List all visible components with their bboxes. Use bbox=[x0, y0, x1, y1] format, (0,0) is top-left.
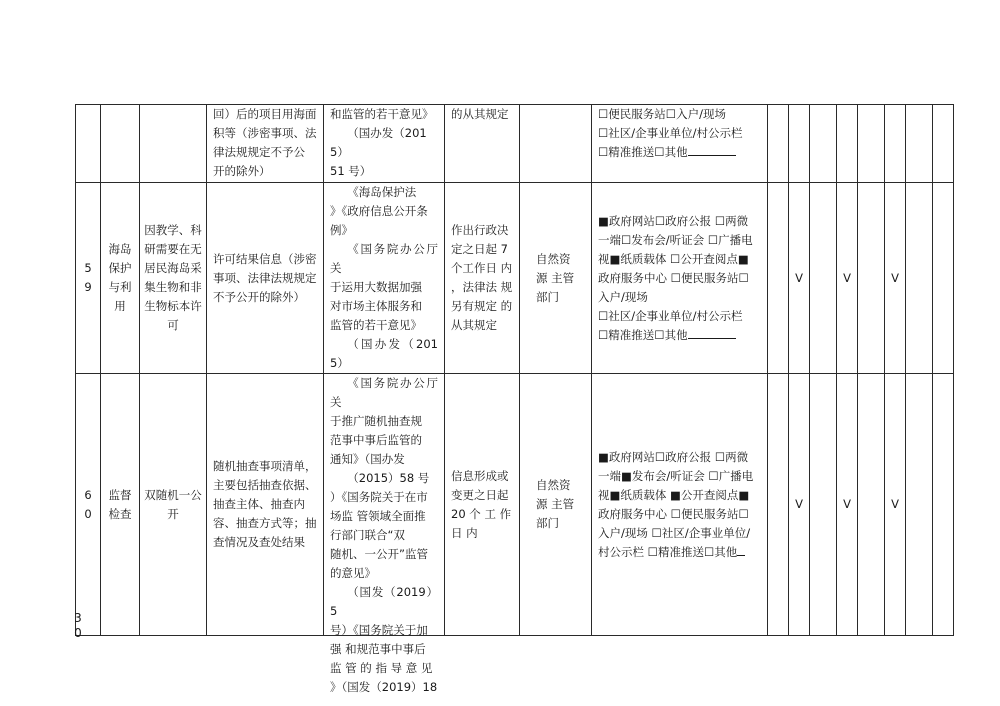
timeframe-line: 另有规定 的 bbox=[451, 299, 513, 313]
department-line: 源 主管 bbox=[536, 270, 575, 285]
channel-line: 一端■发布会/听证会 ☐广播电 bbox=[598, 468, 754, 483]
basis-line: 通知》（国办发 bbox=[330, 452, 405, 466]
channel-line: 视■纸质载体 ■公开查阅点■ bbox=[598, 487, 750, 502]
row-number-digit: 5 bbox=[84, 261, 92, 275]
mark-cell bbox=[837, 105, 858, 183]
mark-cell bbox=[885, 374, 906, 636]
row-number-digit: 9 bbox=[84, 280, 92, 294]
department-line: 自然资 bbox=[536, 478, 571, 492]
content-line: 许可结果信息（涉密 bbox=[213, 251, 317, 266]
basis-line: （2015）58 号 bbox=[347, 471, 430, 485]
timeframe-line: 日 内 bbox=[451, 525, 478, 540]
category-label: 监督检查 bbox=[108, 487, 132, 521]
basis-line: 和监管的若干意见》 bbox=[330, 107, 434, 121]
table-row bbox=[76, 374, 954, 636]
blank-underline bbox=[688, 326, 736, 339]
basis-line: ）《国务院关于在市 bbox=[330, 490, 428, 504]
mark-cell bbox=[858, 183, 885, 374]
category-cell bbox=[101, 374, 140, 636]
channel-line: 政府服务中心 ☐便民服务站☐ bbox=[598, 270, 749, 285]
basis-line: 于运用大数据加强 bbox=[330, 280, 422, 294]
check-mark: V bbox=[843, 497, 851, 511]
page-number bbox=[73, 611, 83, 641]
content-line: 回）后的项目用海面 bbox=[213, 107, 317, 121]
channel-line: 入户/现场 ☐社区/企事业单位/ bbox=[598, 525, 751, 540]
row-number-digit: 6 bbox=[84, 487, 92, 502]
department-line: 部门 bbox=[536, 516, 559, 530]
basis-line: 对市场主体服务和 bbox=[330, 299, 422, 313]
content-line: 查情况及查处结果 bbox=[213, 535, 305, 549]
item-cell bbox=[140, 183, 207, 374]
row-number bbox=[76, 259, 100, 297]
content-line: 容、抽查方式等；抽 bbox=[213, 516, 317, 530]
mark-cell bbox=[906, 374, 933, 636]
mark-cell bbox=[837, 374, 858, 636]
mark-cell bbox=[933, 374, 954, 636]
mark-cell bbox=[906, 105, 933, 183]
department-line: 自然资 bbox=[536, 251, 571, 266]
row-number-cell bbox=[76, 374, 101, 636]
basis-line: 于推广随机抽查规 bbox=[330, 414, 422, 428]
department-cell bbox=[520, 374, 592, 636]
basis-line: 》《政府信息公开条 bbox=[330, 204, 428, 218]
content-line: 开的除外） bbox=[213, 164, 271, 178]
disclosure-table bbox=[75, 104, 954, 694]
item-label: 双随机一公开 bbox=[144, 487, 202, 521]
channel-line: ☐精准推送☐其他 bbox=[598, 326, 761, 345]
mark-cell bbox=[858, 374, 885, 636]
channel-line: ☐便民服务站☐入户/现场 bbox=[598, 107, 726, 121]
channels-cell bbox=[592, 183, 768, 374]
blank-underline bbox=[737, 543, 745, 556]
category-label: 海岛保护与利用 bbox=[108, 242, 132, 313]
basis-line: 的意见》 bbox=[330, 566, 376, 580]
content-line: 随机抽查事项清单， bbox=[213, 459, 317, 473]
department-line: 源 主管 bbox=[536, 497, 575, 511]
department-cell bbox=[520, 183, 592, 374]
content-line: 抽查主体、抽查内 bbox=[213, 497, 305, 511]
timeframe-line: 定之日起 7 bbox=[451, 242, 508, 256]
item-cell bbox=[140, 105, 207, 183]
basis-line: （国办发（2015） bbox=[330, 126, 427, 159]
basis-cell bbox=[324, 183, 445, 374]
basis-line: 例》 bbox=[330, 223, 353, 237]
basis-line: 监管的若干意见》 bbox=[330, 318, 422, 332]
basis-line: 场监 管领域全面推 bbox=[330, 509, 426, 523]
channel-line: ☐精准推送☐其他 bbox=[598, 143, 761, 162]
content-cell bbox=[207, 105, 324, 183]
row-number-digit: 0 bbox=[84, 506, 92, 521]
mark-cell bbox=[837, 183, 858, 374]
row-number bbox=[76, 486, 100, 524]
content-line: 积等（涉密事项、法 bbox=[213, 126, 317, 140]
basis-line: （国办发（2015） bbox=[330, 337, 438, 370]
department-cell bbox=[520, 105, 592, 183]
department-line: 部门 bbox=[536, 289, 559, 304]
page-number-digit: 0 bbox=[74, 626, 82, 640]
channel-line: 视■纸质载体 ☐公开查阅点■ bbox=[598, 251, 749, 266]
timeframe-line: 信息形成或 bbox=[451, 468, 509, 483]
basis-cell bbox=[324, 105, 445, 183]
channel-line: 入户/现场 bbox=[598, 289, 648, 304]
mark-cell bbox=[885, 105, 906, 183]
basis-line: 随机、一公开”监管 bbox=[330, 547, 428, 561]
timeframe-line: 20 个 工 作 bbox=[451, 506, 512, 521]
mark-cell bbox=[810, 374, 837, 636]
check-mark: V bbox=[843, 270, 851, 285]
mark-cell bbox=[858, 105, 885, 183]
basis-line: 《海岛保护法 bbox=[347, 185, 417, 199]
basis-line: （国发（2019）5 bbox=[330, 585, 438, 618]
basis-cell bbox=[324, 374, 445, 694]
timeframe-cell: 的从其规定 bbox=[445, 105, 520, 183]
content-cell bbox=[207, 374, 324, 636]
mark-cell bbox=[768, 374, 789, 636]
content-line: 律法规规定不予公 bbox=[213, 145, 305, 159]
mark-cell bbox=[810, 183, 837, 374]
basis-line: 监 管 的 指 导 意 见 bbox=[330, 661, 433, 675]
basis-line: 强 和规范事中事后 bbox=[330, 642, 426, 656]
row-number-cell bbox=[76, 105, 101, 183]
timeframe-line: 从其规定 bbox=[451, 318, 497, 332]
channel-line: 一端☐发布会/听证会 ☐广播电 bbox=[598, 232, 753, 247]
basis-line: 号）《国务院关于加 bbox=[330, 623, 428, 637]
channel-line: 政府服务中心 ☐便民服务站☐ bbox=[598, 506, 749, 521]
blank-underline bbox=[688, 143, 736, 156]
content-cell bbox=[207, 183, 324, 374]
mark-cell bbox=[789, 105, 810, 183]
table-row bbox=[76, 105, 954, 183]
timeframe-line: 个工作日 内 bbox=[451, 261, 513, 275]
check-mark: V bbox=[795, 497, 803, 511]
page-number-digit: 3 bbox=[74, 611, 82, 625]
timeframe-line: 作出行政决 bbox=[451, 223, 509, 237]
channel-line: 村公示栏 ☐精准推送☐其他 bbox=[598, 543, 761, 562]
basis-line: 》（国发（2019）18 bbox=[330, 680, 438, 694]
content-line: 事项、法律法规规定 bbox=[213, 270, 317, 285]
check-mark: V bbox=[891, 497, 899, 511]
content-line: 不予公开的除外） bbox=[213, 289, 305, 304]
mark-cell bbox=[933, 183, 954, 374]
mark-cell bbox=[789, 183, 810, 374]
basis-line: 《国务院办公厅关 bbox=[330, 242, 438, 275]
channel-line: ☐社区/企事业单位/村公示栏 bbox=[598, 308, 743, 323]
basis-line: 范事中事后监管的 bbox=[330, 433, 422, 447]
basis-line: 行部门联合“双 bbox=[330, 528, 405, 542]
category-cell bbox=[101, 183, 140, 374]
timeframe-line: 变更之日起 bbox=[451, 487, 509, 502]
table-row bbox=[76, 183, 954, 374]
item-cell bbox=[140, 374, 207, 636]
mark-cell bbox=[810, 105, 837, 183]
row-number-cell bbox=[76, 183, 101, 374]
mark-cell bbox=[768, 183, 789, 374]
mark-cell bbox=[789, 374, 810, 636]
check-mark: V bbox=[795, 270, 803, 285]
mark-cell bbox=[768, 105, 789, 183]
channel-line: ☐社区/企事业单位/村公示栏 bbox=[598, 126, 743, 140]
content-line: 主要包括抽查依据、 bbox=[213, 478, 317, 492]
basis-line: 《国务院办公厅关 bbox=[330, 376, 438, 409]
mark-cell bbox=[885, 183, 906, 374]
item-label: 因教学、科研需要在无居民海岛采集生物和非生物标本许可 bbox=[144, 223, 202, 332]
timeframe-cell bbox=[445, 374, 520, 636]
mark-cell bbox=[906, 183, 933, 374]
basis-line: 51 号） bbox=[330, 164, 372, 178]
check-mark: V bbox=[891, 270, 899, 285]
channels-cell bbox=[592, 374, 768, 636]
mark-cell bbox=[933, 105, 954, 183]
channels-cell bbox=[592, 105, 768, 183]
timeframe-line: ，法律法 规 bbox=[451, 280, 513, 294]
timeframe-cell bbox=[445, 183, 520, 374]
channel-line: ■政府网站☐政府公报 ☐两微 bbox=[598, 449, 749, 464]
channel-line: ■政府网站☐政府公报 ☐两微 bbox=[598, 213, 749, 228]
category-cell bbox=[101, 105, 140, 183]
